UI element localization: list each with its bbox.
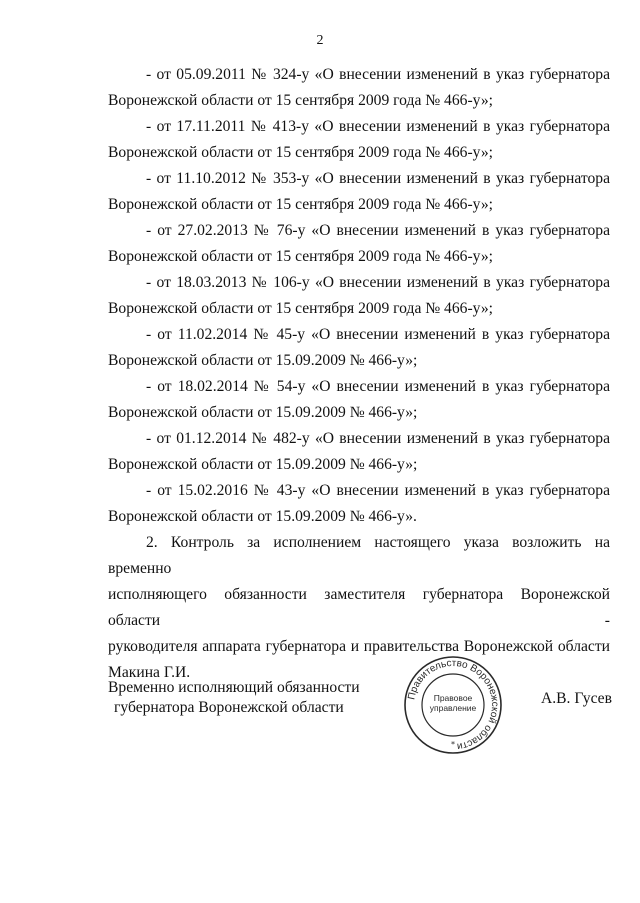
list-item-line-1: - от 05.09.2011 № 324-у «О внесении изменений в указ губернатора [146,66,610,83]
list-item-line-1: - от 18.03.2013 № 106-у «О внесении изменений в указ губернатора [146,274,610,291]
list-item-line-2: Воронежской области от 15 сентября 2009 года № 466-у»; [108,248,493,265]
stamp-center-line-2: управление [429,703,477,713]
list-item [108,426,610,478]
stamp-ring-text: Правительство Воронежской области [406,657,501,752]
list-item [108,478,610,530]
list-item [108,114,610,166]
list-item-line-2: Воронежской области от 15 сентября 2009 года № 466-у»; [108,144,493,161]
official-stamp-seal [403,655,503,755]
signatory-position-line-1: Временно исполняющий обязанности [108,679,360,696]
list-item [108,270,610,322]
list-item [108,218,610,270]
control-line-2: исполняющего обязанности заместителя губернатора Воронежской области - [108,586,610,629]
list-item-line-1: - от 18.02.2014 № 54-у «О внесении изменений в указ губернатора [146,378,610,395]
list-item-line-2: Воронежской области от 15 сентября 2009 года № 466-у»; [108,196,493,213]
list-item-line-2: Воронежской области от 15.09.2009 № 466-у». [108,508,417,525]
list-item-line-1: - от 27.02.2013 № 76-у «О внесении изменений в указ губернатора [146,222,610,239]
stamp-star-icon: * [451,740,455,749]
signatory-position [108,678,378,718]
page-number: 2 [316,33,324,48]
signatory-name: А.В. Гусев [541,690,612,707]
list-item-line-1: - от 17.11.2011 № 413-у «О внесении изменений в указ губернатора [146,118,610,135]
control-line-1: 2. Контроль за исполнением настоящего указа возложить на временно [108,534,610,577]
list-item [108,62,610,114]
control-paragraph [108,530,610,686]
list-item [108,166,610,218]
list-item-line-2: Воронежской области от 15.09.2009 № 466-у»; [108,456,418,473]
list-item-line-2: Воронежской области от 15.09.2009 № 466-у»; [108,404,418,421]
list-item-line-1: - от 15.02.2016 № 43-у «О внесении изменений в указ губернатора [146,482,610,499]
control-line-3: руководителя аппарата губернатора и правительства Воронежской области [108,638,610,655]
list-item [108,322,610,374]
list-item-line-2: Воронежской области от 15.09.2009 № 466-у»; [108,352,418,369]
signatory-position-line-2: губернатора Воронежской области [114,699,344,716]
control-line-4: Макина Г.И. [108,664,191,681]
document-body [108,62,610,686]
list-item-line-1: - от 11.10.2012 № 353-у «О внесении изменений в указ губернатора [146,170,610,187]
list-item-line-1: - от 11.02.2014 № 45-у «О внесении изменений в указ губернатора [146,326,610,343]
list-item-line-2: Воронежской области от 15 сентября 2009 года № 466-у»; [108,300,493,317]
list-item-line-1: - от 01.12.2014 № 482-у «О внесении изменений в указ губернатора [146,430,610,447]
list-item-line-2: Воронежской области от 15 сентября 2009 года № 466-у»; [108,92,493,109]
stamp-center-line-1: Правовое [433,693,473,703]
list-item [108,374,610,426]
